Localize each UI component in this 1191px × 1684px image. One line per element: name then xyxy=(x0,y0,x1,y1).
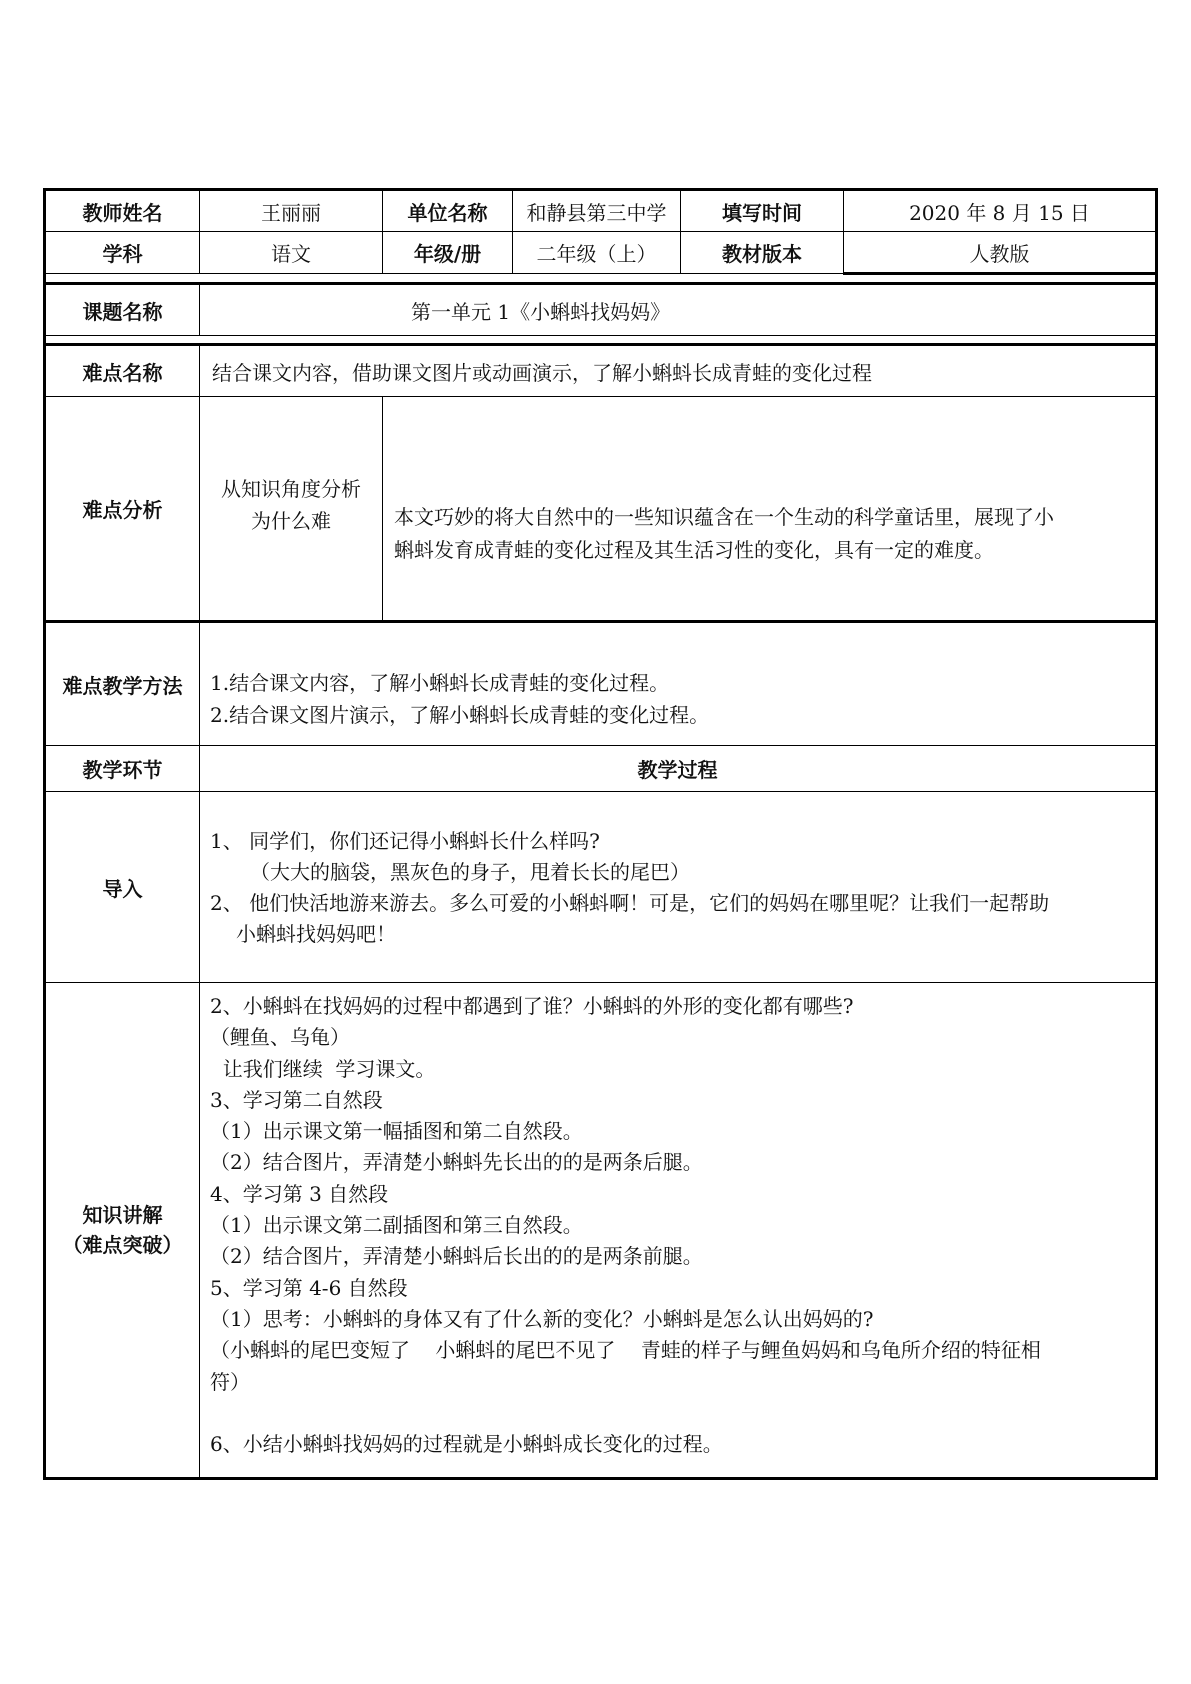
lecture-line: 让我们继续 学习课文。 xyxy=(210,1056,436,1081)
lecture-line: （1）出示课文第二副插图和第三自然段。 xyxy=(210,1213,583,1238)
lecture-row xyxy=(45,983,1157,1479)
intro-text xyxy=(200,792,1157,983)
lecture-line: （鲤鱼、乌龟） xyxy=(210,1025,350,1050)
process-header-row xyxy=(45,746,1157,792)
analysis-line-2: 蝌蚪发育成青蛙的变化过程及其生活习性的变化，具有一定的难度。 xyxy=(394,538,994,562)
intro-row xyxy=(45,792,1157,983)
lecture-line: （2）结合图片，弄清楚小蝌蚪后长出的的是两条前腿。 xyxy=(210,1244,703,1269)
topic-value: 第一单元 1《小蝌蚪找妈妈》 xyxy=(200,284,1157,336)
date-label: 填写时间 xyxy=(681,190,844,232)
lecture-line: 2、小蝌蚪在找妈妈的过程中都遇到了谁？小蝌蚪的外形的变化都有哪些? xyxy=(210,994,854,1018)
intro-line-2: （大大的脑袋，黑灰色的身子，甩着长长的尾巴） xyxy=(250,860,690,884)
edition-value: 人教版 xyxy=(844,232,1157,274)
analysis-text xyxy=(383,397,1157,622)
difficulty-row xyxy=(45,345,1157,397)
analysis-line-1: 本文巧妙的将大自然中的一些知识蕴含在一个生动的科学童话里，展现了小 xyxy=(394,505,1054,529)
intro-line-3: 2、 他们快活地游来游去。多么可爱的小蝌蚪啊！可是，它们的妈妈在哪里呢？让我们一起帮助 xyxy=(210,891,1050,915)
unit-value: 和静县第三中学 xyxy=(513,190,681,232)
lecture-line: （1）思考：小蝌蚪的身体又有了什么新的变化？小蝌蚪是怎么认出妈妈的? xyxy=(210,1306,874,1331)
grade-value: 二年级（上） xyxy=(513,232,681,274)
lecture-line: 4、学习第 3 自然段 xyxy=(210,1181,389,1206)
difficulty-label: 难点名称 xyxy=(45,345,200,397)
method-label: 难点教学方法 xyxy=(45,622,200,746)
date-value: 2020 年 8 月 15 日 xyxy=(844,190,1157,232)
lecture-label xyxy=(45,983,200,1479)
lesson-plan-sheet xyxy=(43,188,1155,1480)
lesson-plan-table xyxy=(43,188,1158,1480)
lecture-line: （2）结合图片，弄清楚小蝌蚪先长出的的是两条后腿。 xyxy=(210,1150,703,1175)
method-line-2: 2.结合课文图片演示，了解小蝌蚪长成青蛙的变化过程。 xyxy=(210,703,710,727)
method-row xyxy=(45,622,1157,746)
teacher-value: 王丽丽 xyxy=(200,190,383,232)
subject-value: 语文 xyxy=(200,232,383,274)
lecture-label-line-2: （难点突破） xyxy=(62,1233,183,1257)
lecture-text xyxy=(200,983,1157,1479)
topic-label: 课题名称 xyxy=(45,284,200,336)
lecture-line: （小蝌蚪的尾巴变短了 小蝌蚪的尾巴不见了 青蛙的样子与鲤鱼妈妈和乌龟所介绍的特征相 xyxy=(210,1338,1041,1363)
lecture-line: 符） xyxy=(210,1369,250,1394)
header-row-2 xyxy=(45,232,1157,274)
analysis-row xyxy=(45,397,1157,622)
subject-label: 学科 xyxy=(45,232,200,274)
teacher-label: 教师姓名 xyxy=(45,190,200,232)
lecture-line: 6、小结小蝌蚪找妈妈的过程就是小蝌蚪成长变化的过程。 xyxy=(210,1431,723,1456)
intro-line-4: 小蝌蚪找妈妈吧！ xyxy=(236,922,396,946)
lecture-line: （1）出示课文第一幅插图和第二自然段。 xyxy=(210,1119,583,1144)
intro-label: 导入 xyxy=(45,792,200,983)
difficulty-value: 结合课文内容，借助课文图片或动画演示，了解小蝌蚪长成青蛙的变化过程 xyxy=(200,345,1157,397)
header-row-1 xyxy=(45,190,1157,232)
analysis-sublabel-line-2: 为什么难 xyxy=(251,509,331,533)
grade-label: 年级/册 xyxy=(383,232,513,274)
process-header: 教学过程 xyxy=(200,746,1157,792)
stage-header: 教学环节 xyxy=(45,746,200,792)
topic-row xyxy=(45,284,1157,336)
unit-label: 单位名称 xyxy=(383,190,513,232)
analysis-sublabel-line-1: 从知识角度分析 xyxy=(221,477,361,501)
lecture-line xyxy=(210,1398,1155,1429)
analysis-sublabel xyxy=(200,397,383,622)
lecture-line: 3、学习第二自然段 xyxy=(210,1087,383,1112)
lecture-label-line-1: 知识讲解 xyxy=(82,1203,163,1227)
analysis-label: 难点分析 xyxy=(45,397,200,622)
method-line-1: 1.结合课文内容，了解小蝌蚪长成青蛙的变化过程。 xyxy=(210,671,670,695)
edition-label: 教材版本 xyxy=(681,232,844,274)
method-text xyxy=(200,622,1157,746)
lecture-line: 5、学习第 4-6 自然段 xyxy=(210,1275,408,1300)
intro-line-1: 1、 同学们，你们还记得小蝌蚪长什么样吗? xyxy=(210,829,600,853)
